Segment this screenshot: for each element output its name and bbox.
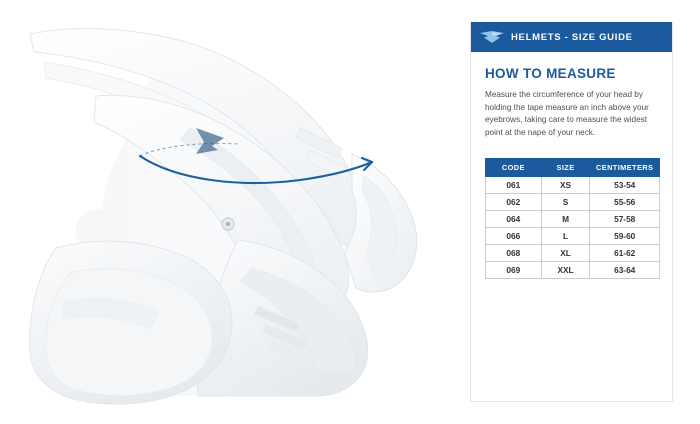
table-row xyxy=(486,176,660,193)
cell-size: XS xyxy=(541,176,590,193)
panel-title: HELMETS - SIZE GUIDE xyxy=(511,31,633,43)
column-header-size: SIZE xyxy=(541,158,590,176)
cell-size: XL xyxy=(541,244,590,261)
cell-centimeters: 61-62 xyxy=(590,244,660,261)
panel-header xyxy=(471,22,672,52)
fly-racing-wing-logo-icon xyxy=(479,29,505,45)
cell-code: 069 xyxy=(486,261,542,278)
panel-body xyxy=(471,52,672,279)
table-row xyxy=(486,227,660,244)
cell-centimeters: 59-60 xyxy=(590,227,660,244)
table-header-row xyxy=(486,158,660,176)
cell-size: XXL xyxy=(541,261,590,278)
cell-centimeters: 55-56 xyxy=(590,193,660,210)
how-to-measure-heading: HOW TO MEASURE xyxy=(485,66,616,81)
cell-size: M xyxy=(541,210,590,227)
cell-centimeters: 57-58 xyxy=(590,210,660,227)
table-row xyxy=(486,193,660,210)
table-row xyxy=(486,210,660,227)
cell-code: 066 xyxy=(486,227,542,244)
table-row xyxy=(486,244,660,261)
cell-code: 061 xyxy=(486,176,542,193)
column-header-centimeters: CENTIMETERS xyxy=(590,158,660,176)
cell-code: 068 xyxy=(486,244,542,261)
how-to-measure-text: Measure the circumference of your head by holding the tape measure an inch above your eyebrows, taking care to measure the widest point at the nape of your neck. xyxy=(485,90,649,138)
cell-code: 062 xyxy=(486,193,542,210)
table-row xyxy=(486,261,660,278)
column-header-code: CODE xyxy=(486,158,542,176)
cell-size: L xyxy=(541,227,590,244)
cell-code: 064 xyxy=(486,210,542,227)
helmet-rivet-center-icon xyxy=(226,222,230,226)
size-guide-panel xyxy=(470,22,673,402)
size-table xyxy=(485,158,660,279)
cell-centimeters: 63-64 xyxy=(590,261,660,278)
cell-size: S xyxy=(541,193,590,210)
cell-centimeters: 53-54 xyxy=(590,176,660,193)
